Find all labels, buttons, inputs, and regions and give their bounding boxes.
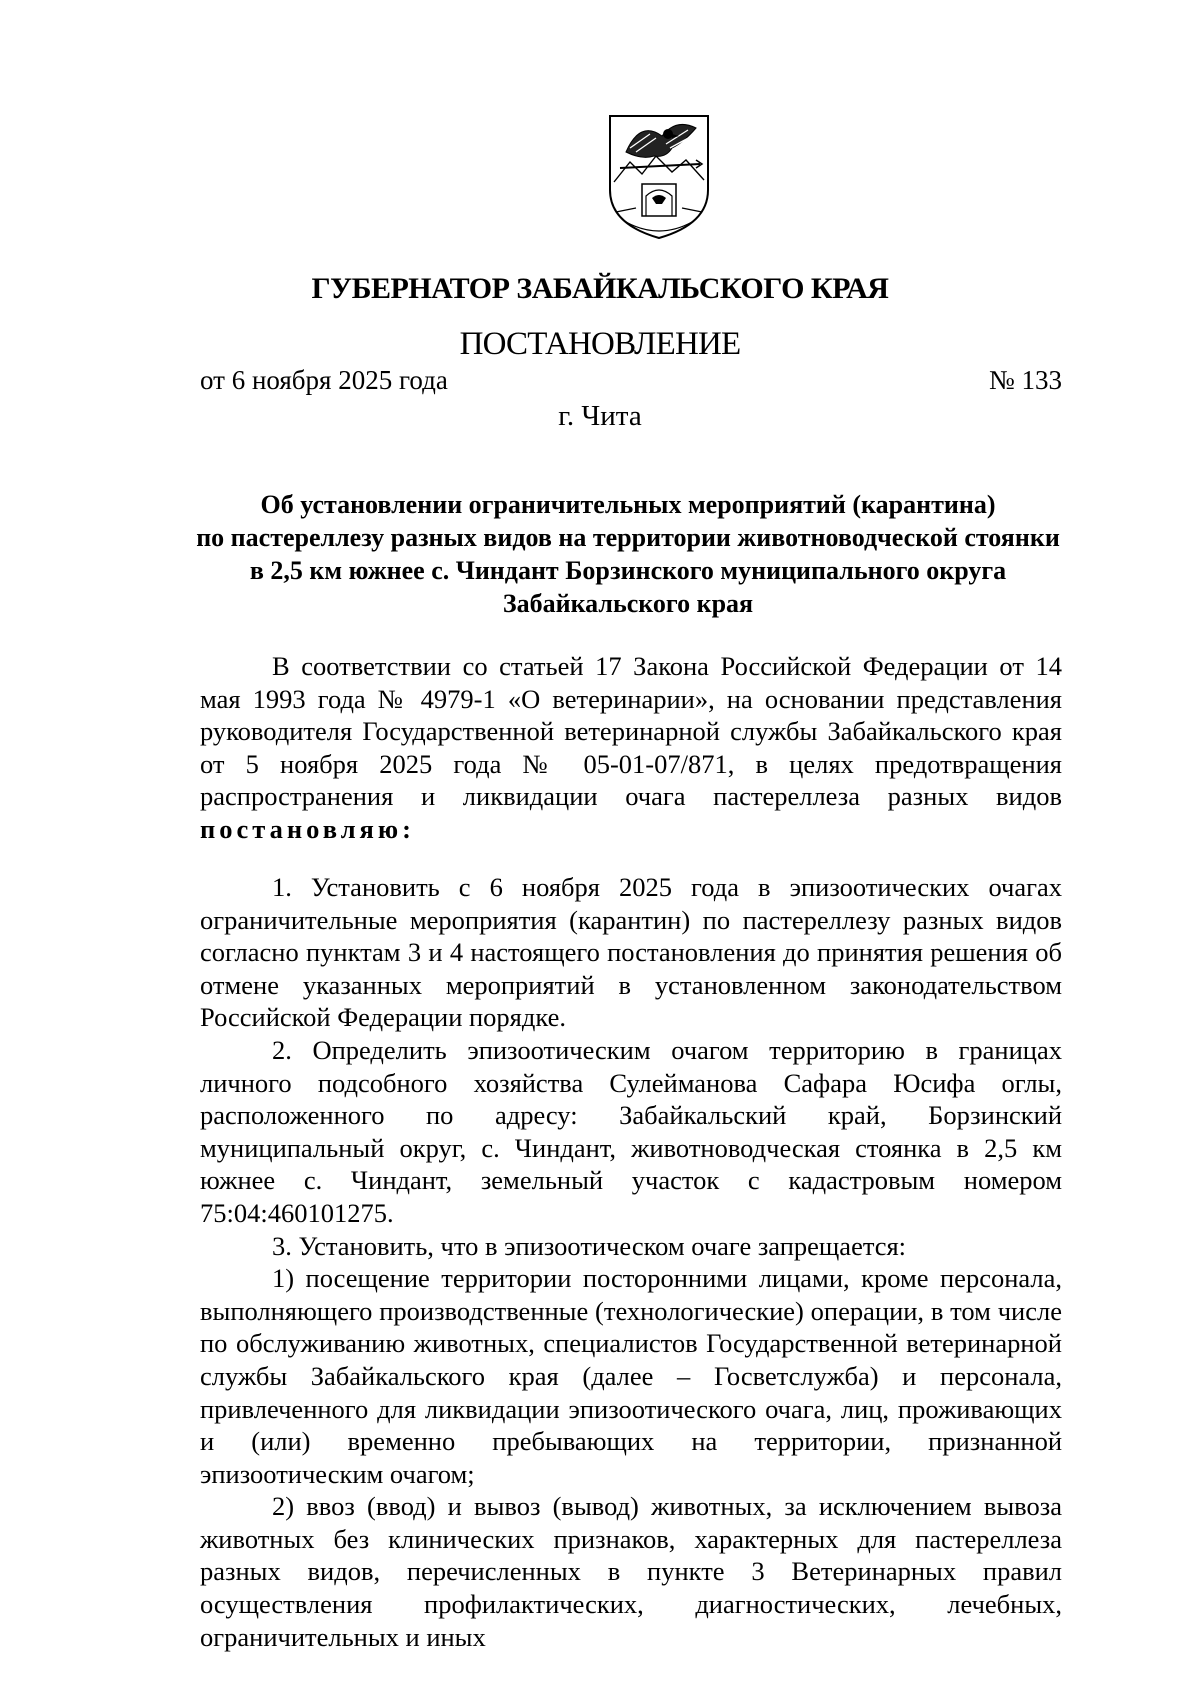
preamble-text: В соответствии со статьей 17 Закона Российской Федерации от 14 мая 1993 года № 4979-1 «О ветеринарии», на основании представления руководителя Государственной ветеринарной службы Забайкальского края от 5 ноября 2025 года № 05-01-07/871, в целях предотвращения распространения и ликвидации очага пастереллеза разных видов bbox=[200, 651, 1062, 812]
preamble bbox=[200, 650, 1062, 846]
document-heading bbox=[190, 488, 1066, 620]
issuer-title: ГУБЕРНАТОР ЗАБАЙКАЛЬСКОГО КРАЯ bbox=[311, 272, 889, 305]
heading-line: в 2,5 км южнее с. Чиндант Борзинского муниципального округа bbox=[249, 556, 1007, 585]
paragraph-subitem-1: 1) посещение территории посторонними лицами, кроме персонала, выполняющего производственные (технологические) операции, в том числе по обслуживанию животных, специалистов Государственной ветеринарной службы Забайкальского края (далее – Госветслужба) и персонала, привлеченного для ликвидации эпизоотического очага, лиц, проживающих и (или) временно пребывающих на территории, признанной эпизоотическим очагом; bbox=[200, 1263, 1062, 1489]
document-type: ПОСТАНОВЛЕНИЕ bbox=[459, 326, 741, 362]
document-number: № 133 bbox=[988, 365, 1062, 395]
document-date: от 6 ноября 2025 года bbox=[200, 365, 448, 395]
paragraph-item-3: 3. Установить, что в эпизоотическом очаге запрещается: bbox=[272, 1230, 907, 1261]
heading-line: по пастереллезу разных видов на территории животноводческой стоянки bbox=[196, 523, 1060, 552]
paragraph-subitem-2: 2) ввоз (ввод) и вывоз (вывод) животных, за исключением вывоза животных без клинических признаков, характерных для пастереллеза разных видов, перечисленных в пункте 3 Ветеринарных правил осуществления профилактических, диагностических, лечебных, ограничительных и иных bbox=[200, 1491, 1062, 1652]
paragraph-item-2: 2. Определить эпизоотическим очагом территорию в границах личного подсобного хозяйства Сулейманова Сафара Юсифа оглы, расположенного по адресу: Забайкальский край, Борзинский муниципальный округ, с. Чиндант, животноводческая стоянка в 2,5 км южнее с. Чиндант, земельный участок с кадастровым номером 75:04:460101275. bbox=[200, 1034, 1062, 1228]
heading-line: Об установлении ограничительных мероприятий (карантина) bbox=[260, 490, 996, 519]
document-city: г. Чита bbox=[558, 400, 642, 432]
heading-line: Забайкальского края bbox=[502, 589, 754, 618]
preamble-paragraph bbox=[200, 650, 1062, 846]
document-body bbox=[200, 871, 1062, 1653]
paragraph-item-1: 1. Установить с 6 ноября 2025 года в эпизоотических очагах ограничительные мероприятия (карантин) по пастереллезу разных видов согласно пунктам 3 и 4 настоящего постановления до принятия решения об отмене указанных мероприятий в установленном законодательством Российской Федерации порядке. bbox=[200, 872, 1062, 1033]
coat-of-arms-icon bbox=[606, 112, 712, 242]
decree-word: постановляю: bbox=[200, 813, 415, 844]
